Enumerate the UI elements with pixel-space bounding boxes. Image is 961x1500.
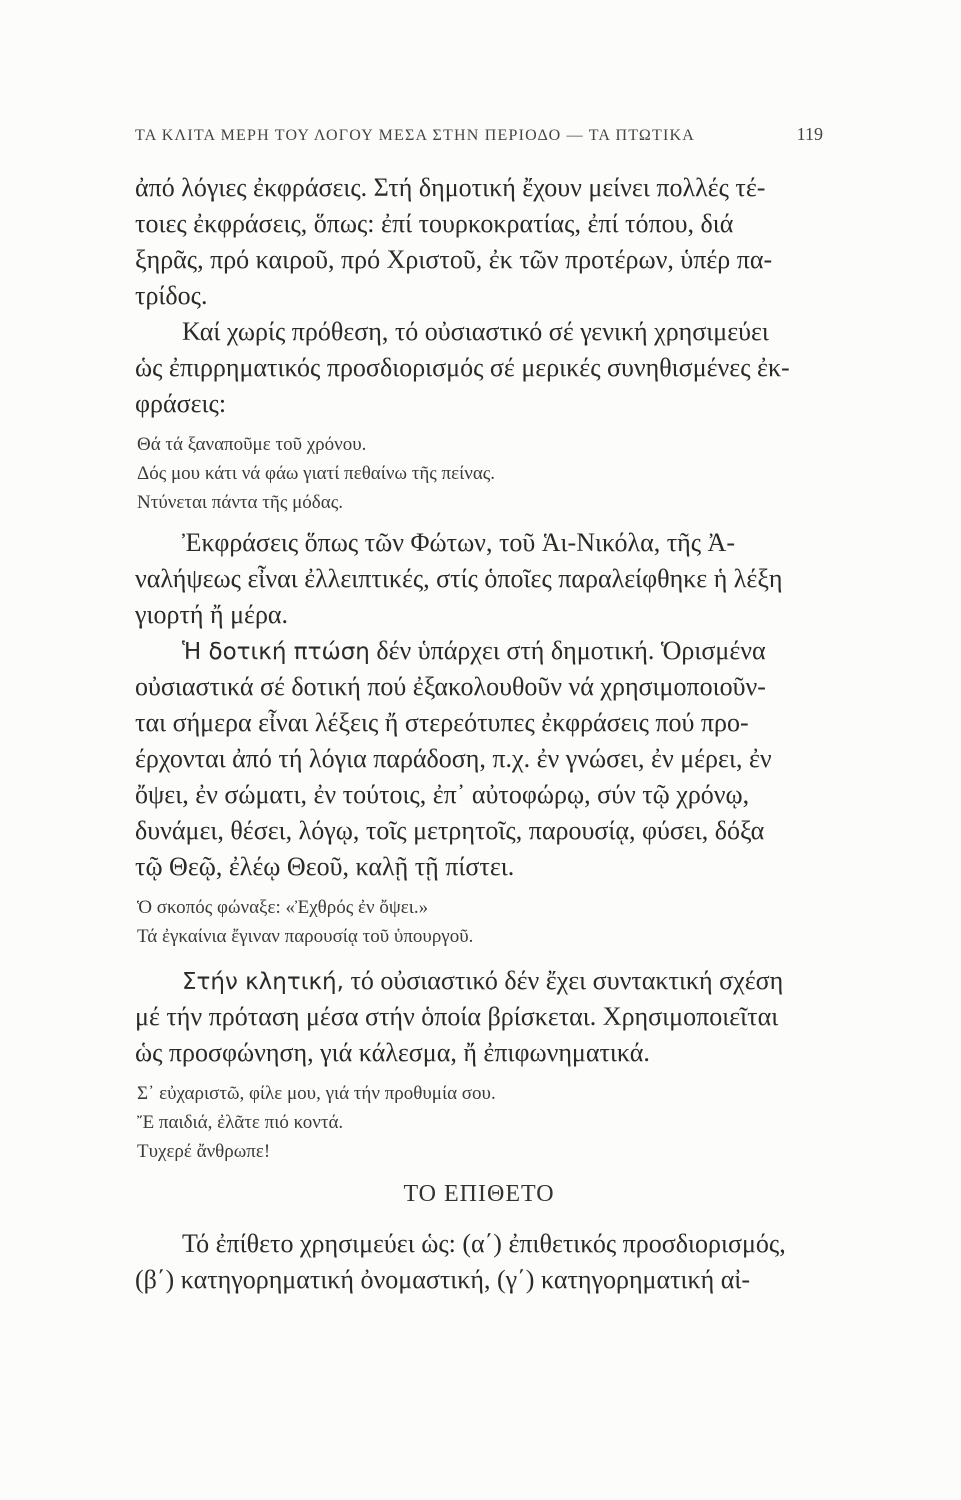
example-sentence: Τυχερέ ἄνθρωπε! <box>137 1141 271 1162</box>
text-line: φράσεις: <box>135 389 227 418</box>
examples-dative <box>135 893 823 951</box>
paragraph-2 <box>135 314 823 422</box>
term-vocative: Στήν κλητική, <box>182 969 344 995</box>
text-line: γιορτή ἤ μέρα. <box>135 600 289 629</box>
text-line: Ἐκφράσεις ὅπως τῶν Φώτων, τοῦ Ἁι-Νικόλα, τῆς Ἀ- <box>182 528 735 557</box>
page-body <box>135 170 823 1298</box>
text-line <box>135 633 823 669</box>
section-heading: ΤΟ ΕΠΙΘΕΤΟ <box>403 1181 555 1207</box>
text-line: (β΄) κατηγορηματική ὀνομαστική, (γ΄) κατηγορηματική αἰ- <box>135 1265 751 1294</box>
text-line: ὡς προσφώνηση, γιά κάλεσμα, ἤ ἐπιφωνηματικά. <box>135 1038 650 1067</box>
text-line: ναλήψεως εἶναι ἐλλειπτικές, στίς ὁποῖες παραλείφθηκε ἡ λέξη <box>135 564 783 593</box>
example-sentence: Τά ἐγκαίνια ἔγιναν παρουσίᾳ τοῦ ὑπουργοῦ. <box>137 926 474 947</box>
text-line: τοιες ἐκφράσεις, ὅπως: ἐπί τουρκοκρατίας, ἐπί τόπου, διά <box>135 209 734 238</box>
text-line: οὐσιαστικά σέ δοτική πού ἐξακολουθοῦν νά χρησιμοποιοῦν- <box>135 672 766 701</box>
text-line: τρίδος. <box>135 281 208 310</box>
examples-genitive <box>135 430 823 517</box>
page-number: 119 <box>796 124 823 144</box>
examples-vocative <box>135 1079 823 1166</box>
example-sentence: Σ᾽ εὐχαριστῶ, φίλε μου, γιά τήν προθυμία σου. <box>137 1083 496 1104</box>
text-line: μέ τήν πρόταση μέσα στήν ὁποία βρίσκεται. Χρησιμοποιεῖται <box>135 1002 779 1031</box>
text-line: ται σήμερα εἶναι λέξεις ἤ στερεότυπες ἐκφράσεις πού προ- <box>135 708 749 737</box>
example-sentence: Ντύνεται πάντα τῆς μόδας. <box>137 492 343 513</box>
paragraph-1 <box>135 170 823 314</box>
example-sentence: Δός μου κάτι νά φάω γιατί πεθαίνω τῆς πείνας. <box>137 463 496 484</box>
text-line: ὄψει, ἐν σώματι, ἐν τούτοις, ἐπ᾽ αὐτοφώρῳ, σύν τῷ χρόνῳ, <box>135 780 750 809</box>
text-line: ἀπό λόγιες ἐκφράσεις. Στή δημοτική ἔχουν μείνει πολλές τέ- <box>135 173 766 202</box>
paragraph-6 <box>135 1226 823 1298</box>
text-fragment: τό οὐσιαστικό δέν ἔχει συντακτική σχέση <box>343 966 784 995</box>
text-line: Καί χωρίς πρόθεση, τό οὐσιαστικό σέ γενική χρησιμεύει <box>182 317 769 346</box>
paragraph-5 <box>135 963 823 1071</box>
example-sentence: Ἔ παιδιά, ἐλᾶτε πιό κοντά. <box>137 1112 344 1133</box>
example-sentence: Ὁ σκοπός φώναξε: «Ἐχθρός ἐν ὄψει.» <box>137 897 429 918</box>
running-header <box>135 124 823 145</box>
text-line: δυνάμει, θέσει, λόγῳ, τοῖς μετρητοῖς, παρουσίᾳ, φύσει, δόξα <box>135 816 765 845</box>
text-line: τῷ Θεῷ, ἐλέῳ Θεοῦ, καλῇ τῇ πίστει. <box>135 852 515 881</box>
text-line: ὡς ἐπιρρηματικός προσδιορισμός σέ μερικές συνηθισμένες ἐκ- <box>135 353 790 382</box>
text-line <box>135 963 823 999</box>
example-sentence: Θά τά ξαναποῦμε τοῦ χρόνου. <box>137 434 367 455</box>
paragraph-3 <box>135 525 823 633</box>
text-line: Τό ἐπίθετο χρησιμεύει ὡς: (α΄) ἐπιθετικός προσδιορισμός, <box>182 1229 786 1258</box>
running-title: ΤΑ ΚΛΙΤΑ ΜΕΡΗ ΤΟΥ ΛΟΓΟΥ ΜΕΣΑ ΣΤΗΝ ΠΕΡΙΟΔΟ — ΤΑ ΠΤΩΤΙΚΑ <box>135 127 696 144</box>
text-line: έρχονται ἀπό τή λόγια παράδοση, π.χ. ἐν γνώσει, ἐν μέρει, ἐν <box>135 744 772 773</box>
text-line: ξηρᾶς, πρό καιροῦ, πρό Χριστοῦ, ἐκ τῶν προτέρων, ὑπέρ πα- <box>135 245 773 274</box>
paragraph-4 <box>135 633 823 885</box>
text-fragment: δέν ὑπάρχει στή δημοτική. Ὁρισμένα <box>369 636 766 665</box>
term-dative: Ἡ δοτική πτώση <box>182 639 370 665</box>
